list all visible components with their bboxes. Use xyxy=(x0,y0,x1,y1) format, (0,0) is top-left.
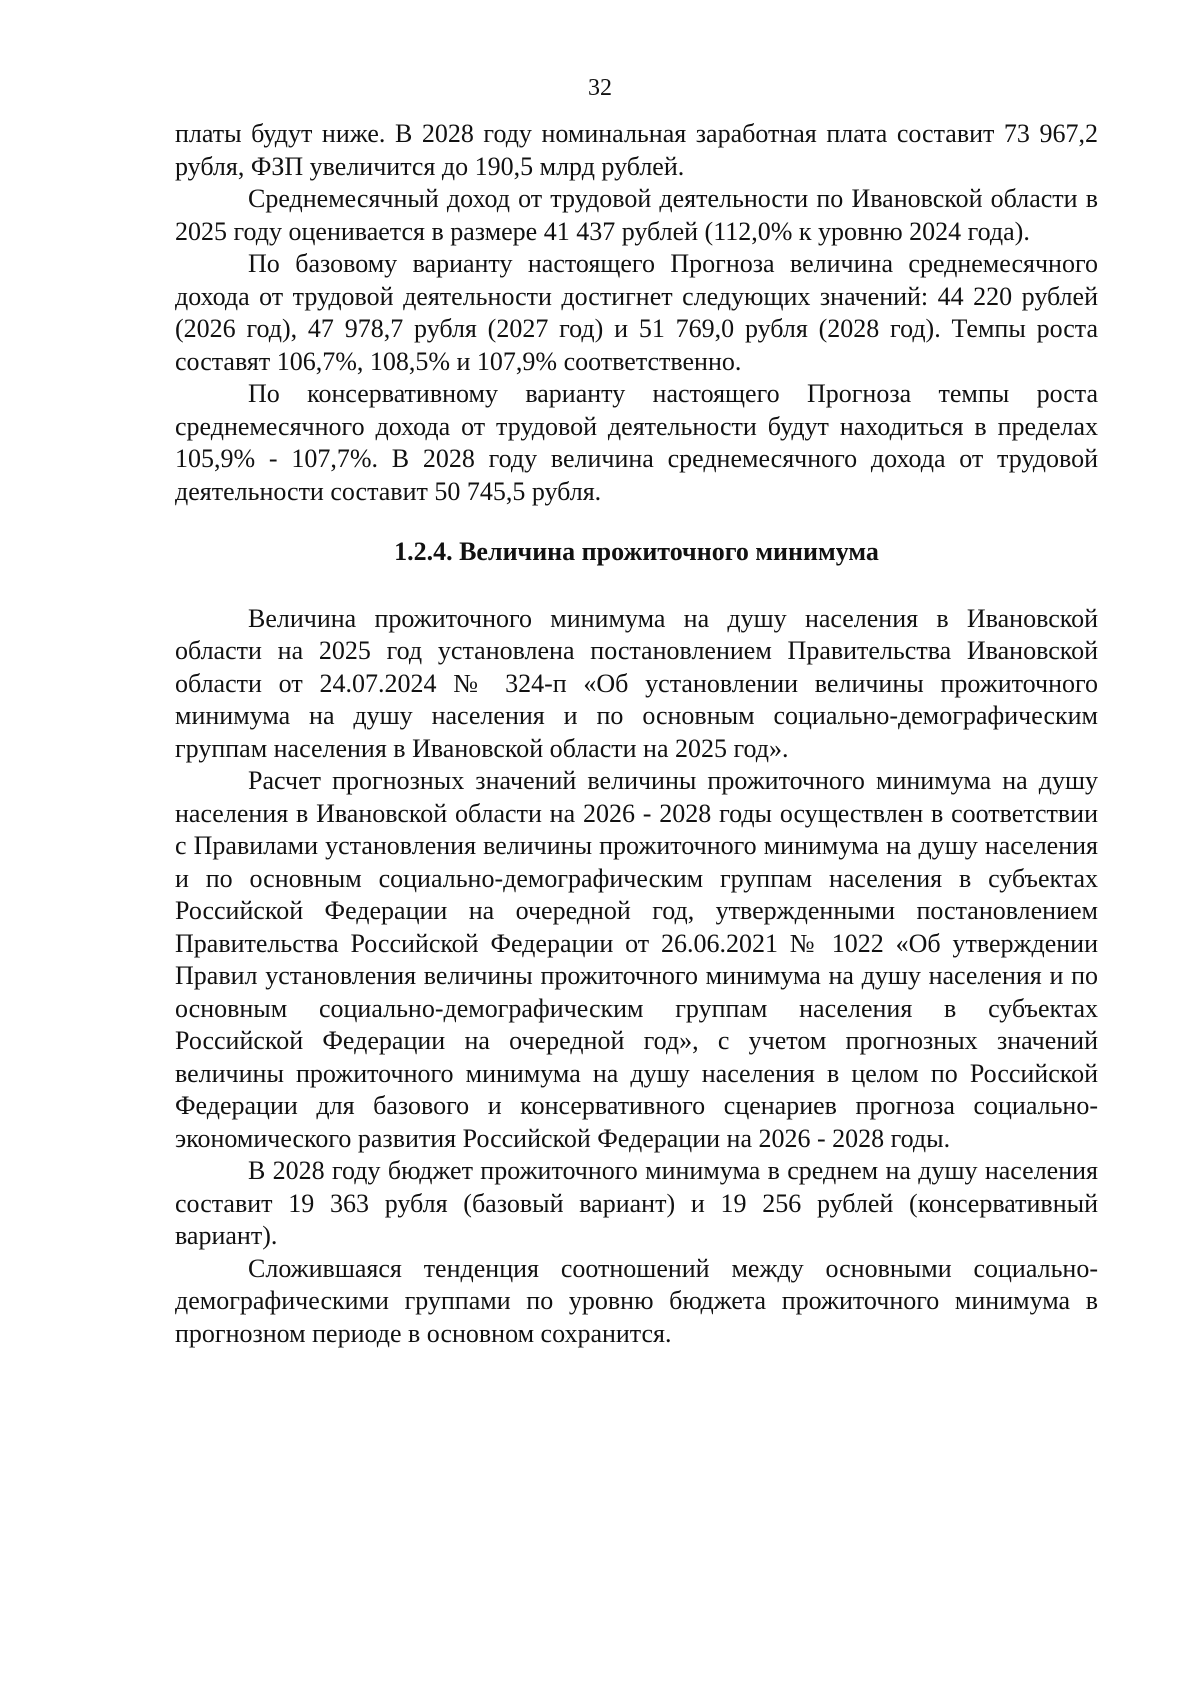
paragraph: Величина прожиточного минимума на душу населения в Ивановской области на 2025 год установлена постановлением Правительства Ивановской области от 24.07.2024 № 324-п «Об установлении величины прожиточного минимума на душу населения и по основным социально-демографическим группам населения в Ивановской области на 2025 год». xyxy=(175,603,1098,763)
paragraph: По базовому варианту настоящего Прогноза величина среднемесячного дохода от трудовой деятельности достигнет следующих значений: 44 220 рублей (2026 год), 47 978,7 рубля (2027 год) и 51 769,0 рубля (2028 год). Темпы роста составят 106,7%, 108,5% и 107,9% соответственно. xyxy=(175,249,1098,376)
paragraph: Сложившаяся тенденция соотношений между основными социально-демографическими группами по уровню бюджета прожиточного минимума в прогнозном периоде в основном сохранится. xyxy=(175,1253,1098,1348)
paragraph: платы будут ниже. В 2028 году номинальная заработная плата составит 73 967,2 рубля, ФЗП увеличится до 190,5 млрд рублей. xyxy=(175,119,1098,181)
document-body xyxy=(175,118,1098,1350)
paragraph: Расчет прогнозных значений величины прожиточного минимума на душу населения в Ивановской области на 2026 - 2028 годы осуществлен в соответствии с Правилами установления величины прожиточного минимума на душу населения и по основным социально-демографическим группам населения в субъектах Российской Федерации на очередной год, утвержденными постановлением Правительства Российской Федерации от 26.06.2021 № 1022 «Об утверждении Правил установления величины прожиточного минимума на душу населения и по основным социально-демографическим группам населения в субъектах Российской Федерации на очередной год», с учетом прогнозных значений величины прожиточного минимума на душу населения в целом по Российской Федерации для базового и консервативного сценариев прогноза социально-экономического развития Российской Федерации на 2026 - 2028 годы. xyxy=(175,766,1098,1153)
paragraph: В 2028 году бюджет прожиточного минимума в среднем на душу населения составит 19 363 рубля (базовый вариант) и 19 256 рублей (консервативный вариант). xyxy=(175,1156,1098,1250)
section-heading: 1.2.4. Величина прожиточного минимума xyxy=(394,537,879,566)
paragraph: Среднемесячный доход от трудовой деятельности по Ивановской области в 2025 году оценивается в размере 41 437 рублей (112,0% к уровню 2024 года). xyxy=(175,184,1098,246)
paragraph: По консервативному варианту настоящего Прогноза темпы роста среднемесячного дохода от трудовой деятельности будут находиться в пределах 105,9% - 107,7%. В 2028 году величина среднемесячного дохода от трудовой деятельности составит 50 745,5 рубля. xyxy=(175,379,1098,506)
page-number: 32 xyxy=(588,75,612,101)
